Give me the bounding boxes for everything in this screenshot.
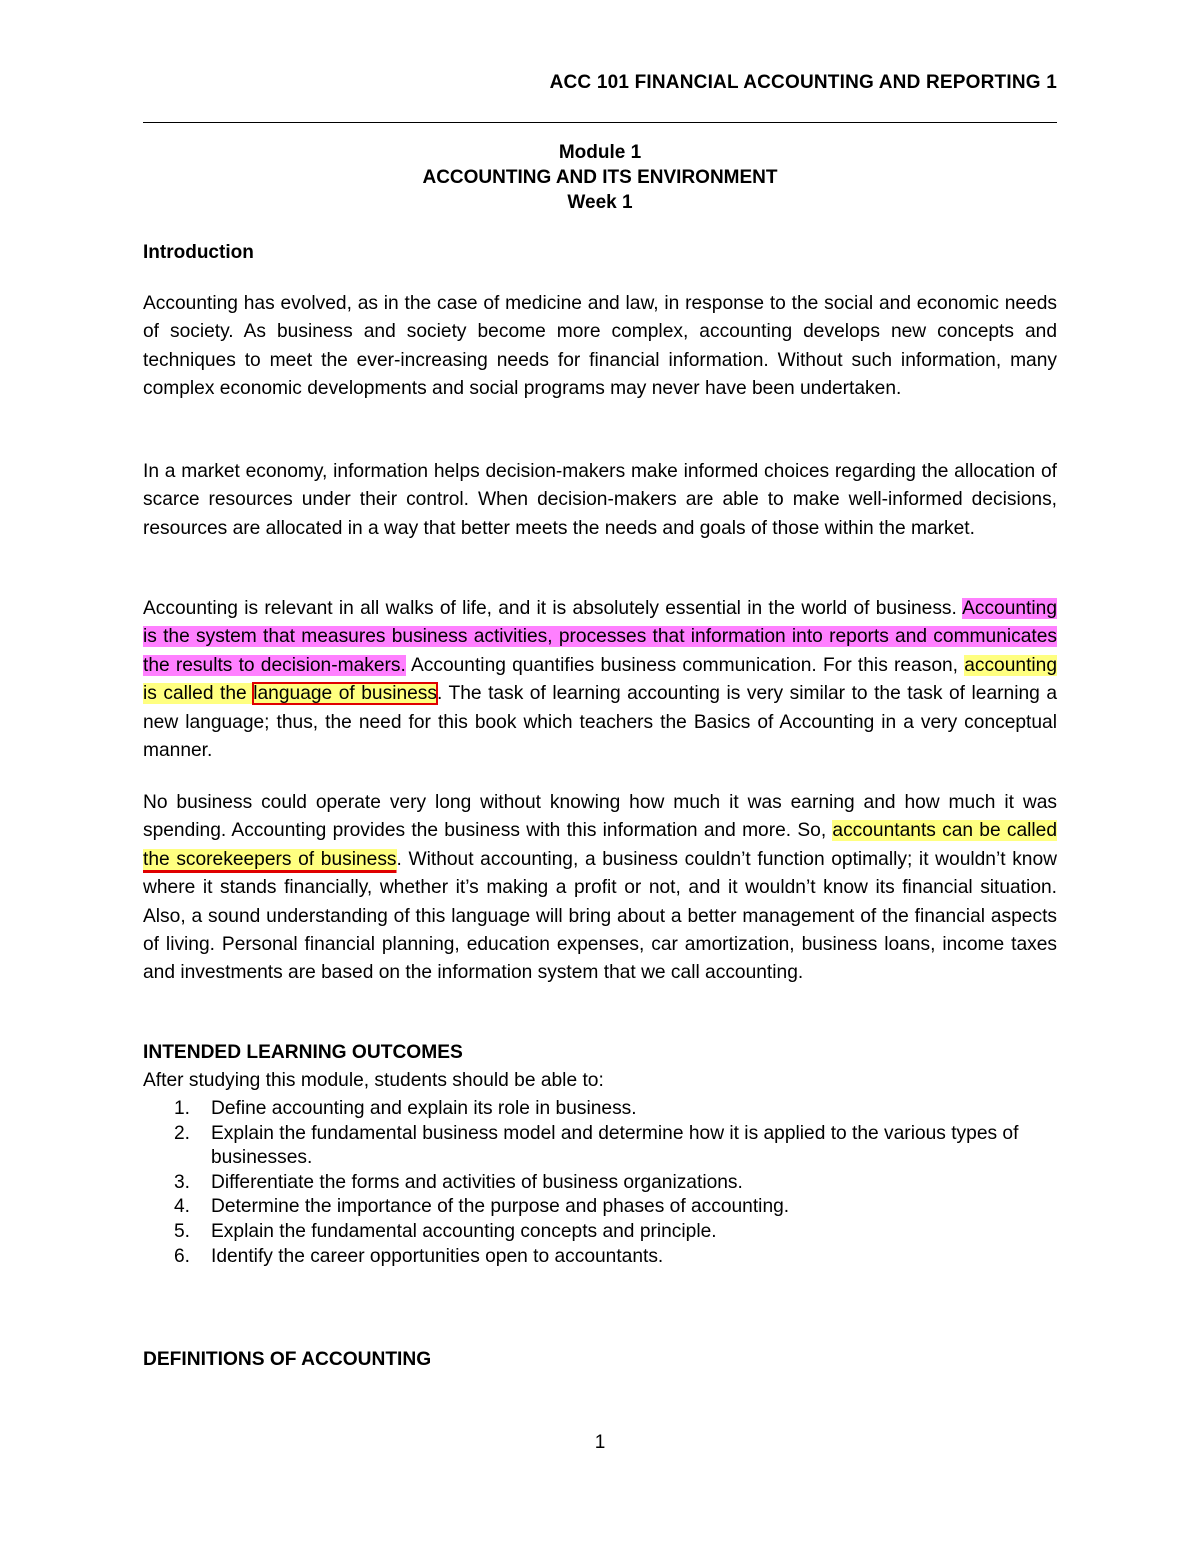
introduction-heading: Introduction <box>143 242 254 263</box>
p3-text-a: Accounting is relevant in all walks of life, and it is absolutely essential in the world of business. <box>143 598 957 619</box>
list-item <box>143 1245 1057 1270</box>
list-item-text: Determine the importance of the purpose and phases of accounting. <box>211 1196 790 1218</box>
intro-paragraph-4 <box>143 789 1057 988</box>
p3-text-c: Accounting quantifies business communication. For this reason, <box>405 654 965 676</box>
intro-paragraph-1: Accounting has evolved, as in the case of medicine and law, in response to the social and economic needs of society. As business and society become more complex, accounting develops new concepts and techniques to meet the ever-increasing needs for financial information. Without such information, many complex economic developments and social programs may never have been undertaken. <box>143 293 1057 400</box>
p3-text-f: . The task of learning accounting is very similar to the task of learning a new language; thus, the need for this book which teachers the Basics of Accounting in a very conceptual manner. <box>143 683 1058 762</box>
outcomes-lead: After studying this module, students should be able to: <box>143 1070 604 1091</box>
list-item-number: 1. <box>174 1098 191 1119</box>
module-number: Module 1 <box>558 142 642 163</box>
list-item <box>143 1195 1057 1220</box>
header-rule <box>143 122 1057 123</box>
intro-paragraph-2: In a market economy, information helps decision-makers make informed choices regarding the allocation of scarce resources under their control. When decision-makers are able to make well-informed decisions, resources are allocated in a way that better meets the needs and goals of those within the market. <box>143 461 1057 539</box>
list-item-number: 3. <box>174 1171 191 1193</box>
underlined-highlight-scorekeepers: the scorekeepers of business <box>143 848 397 870</box>
list-item-number: 5. <box>174 1220 191 1242</box>
outcomes-heading: INTENDED LEARNING OUTCOMES <box>143 1042 463 1063</box>
definition-highlight: Accounting is the system that measures business activities, processes that information into reports and communicates the results to decision-makers. <box>143 598 1057 676</box>
list-item-text: Define accounting and explain its role in business. <box>211 1098 637 1119</box>
p4-text-d: . Without accounting, a business couldn’t function optimally; it wouldn’t know where it stands financially, whether it’s making a profit or not, and it wouldn’t know its financial situation. Also, a sound understanding of this language will bring about a better management of the financial aspects of living. Personal financial planning, education expenses, car amortization, business loans, income taxes and investments are based on the information system that we call accounting. <box>143 848 1057 984</box>
list-item <box>143 1122 1057 1171</box>
module-week: Week 1 <box>567 192 633 213</box>
list-item-number: 4. <box>174 1196 191 1218</box>
list-item <box>143 1097 1057 1122</box>
module-title: ACCOUNTING AND ITS ENVIRONMENT <box>422 167 778 188</box>
list-item <box>143 1220 1057 1245</box>
module-title-block <box>143 140 1057 215</box>
list-item-text: Explain the fundamental business model and determine how it is applied to the various types of businesses. <box>211 1122 1019 1169</box>
intro-paragraph-3 <box>143 595 1057 765</box>
course-header: ACC 101 FINANCIAL ACCOUNTING AND REPORTING 1 <box>549 72 1057 93</box>
list-item-number: 2. <box>174 1122 191 1144</box>
page-number: 1 <box>594 1432 606 1453</box>
outcomes-list <box>143 1097 1057 1269</box>
list-item-text: Identify the career opportunities open to accountants. <box>211 1245 664 1267</box>
p4-text-a: No business could operate very long without knowing how much it was earning and how much it was spending. Accounting provides the business with this information and more. So, <box>143 792 1057 842</box>
definitions-heading: DEFINITIONS OF ACCOUNTING <box>143 1349 432 1370</box>
list-item-number: 6. <box>174 1245 191 1267</box>
list-item <box>143 1171 1057 1196</box>
list-item-text: Differentiate the forms and activities of business organizations. <box>211 1171 743 1193</box>
yellow-highlight-1: accounting is called the <box>143 654 1058 705</box>
boxed-highlight-language-of-business: language of business <box>253 683 437 705</box>
list-item-text: Explain the fundamental accounting concepts and principle. <box>211 1220 717 1242</box>
yellow-highlight-2: accountants can be called <box>832 820 1058 842</box>
